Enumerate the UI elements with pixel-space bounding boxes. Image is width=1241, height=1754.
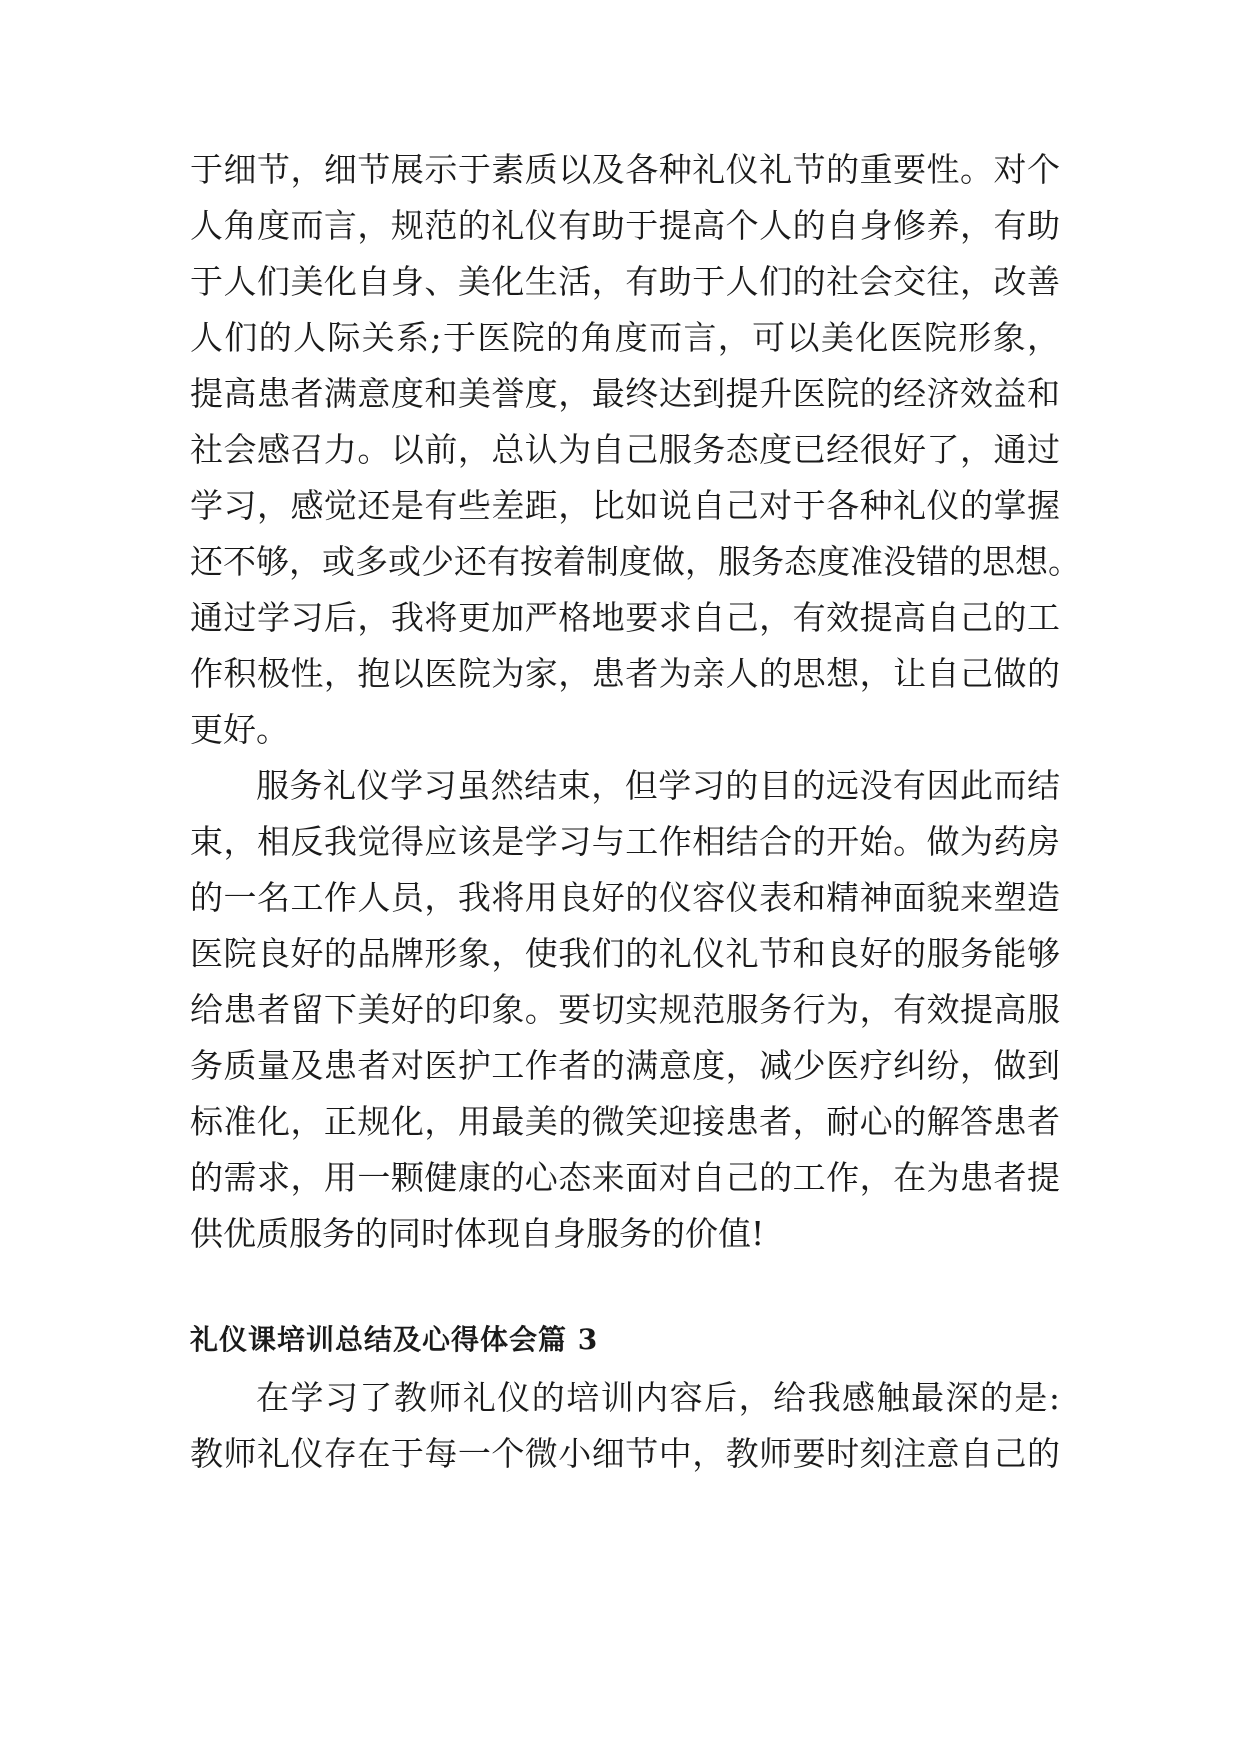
paragraph-2-line-3: 的一名工作人员，我将用良好的仪容仪表和精神面貌来塑造 [190, 878, 1060, 917]
section-heading: 礼仪课培训总结及心得体会篇 3 [190, 1323, 599, 1356]
paragraph-2-line-4: 医院良好的品牌形象，使我们的礼仪礼节和良好的服务能够 [190, 934, 1060, 973]
paragraph-1-line-5: 提高患者满意度和美誉度，最终达到提升医院的经济效益和 [190, 374, 1060, 413]
paragraph-2-line-6: 务质量及患者对医护工作者的满意度，减少医疗纠纷，做到 [190, 1046, 1060, 1085]
paragraph-2-line-8: 的需求，用一颗健康的心态来面对自己的工作，在为患者提 [190, 1158, 1060, 1197]
paragraph-2-line-1: 服务礼仪学习虽然结束，但学习的目的远没有因此而结 [256, 766, 1060, 805]
paragraph-2-line-7: 标准化，正规化，用最美的微笑迎接患者，耐心的解答患者 [190, 1102, 1060, 1141]
paragraph-1-line-11: 更好。 [190, 710, 289, 749]
paragraph-1-line-4: 人们的人际关系;于医院的角度而言，可以美化医院形象， [190, 318, 1060, 357]
paragraph-2-line-9: 供优质服务的同时体现自身服务的价值! [190, 1214, 765, 1253]
paragraph-2-line-2: 束，相反我觉得应该是学习与工作相结合的开始。做为药房 [190, 822, 1060, 861]
paragraph-1-line-3: 于人们美化自身、美化生活，有助于人们的社会交往，改善 [190, 262, 1060, 301]
paragraph-1-line-2: 人角度而言，规范的礼仪有助于提高个人的自身修养，有助 [190, 206, 1060, 245]
paragraph-3-line-2: 教师礼仪存在于每一个微小细节中，教师要时刻注意自己的 [190, 1434, 1060, 1473]
paragraph-3-line-1: 在学习了教师礼仪的培训内容后，给我感触最深的是: [256, 1378, 1060, 1417]
paragraph-1-line-6: 社会感召力。以前，总认为自己服务态度已经很好了，通过 [190, 430, 1060, 469]
paragraph-1-line-8: 还不够，或多或少还有按着制度做，服务态度准没错的思想。 [190, 542, 1081, 581]
paragraph-1-line-7: 学习，感觉还是有些差距，比如说自己对于各种礼仪的掌握 [190, 486, 1060, 525]
paragraph-1-line-1: 于细节，细节展示于素质以及各种礼仪礼节的重要性。对个 [190, 150, 1060, 189]
paragraph-1-line-9: 通过学习后，我将更加严格地要求自己，有效提高自己的工 [190, 598, 1060, 637]
paragraph-2-line-5: 给患者留下美好的印象。要切实规范服务行为，有效提高服 [190, 990, 1060, 1029]
paragraph-1-line-10: 作积极性，抱以医院为家，患者为亲人的思想，让自己做的 [190, 654, 1060, 693]
